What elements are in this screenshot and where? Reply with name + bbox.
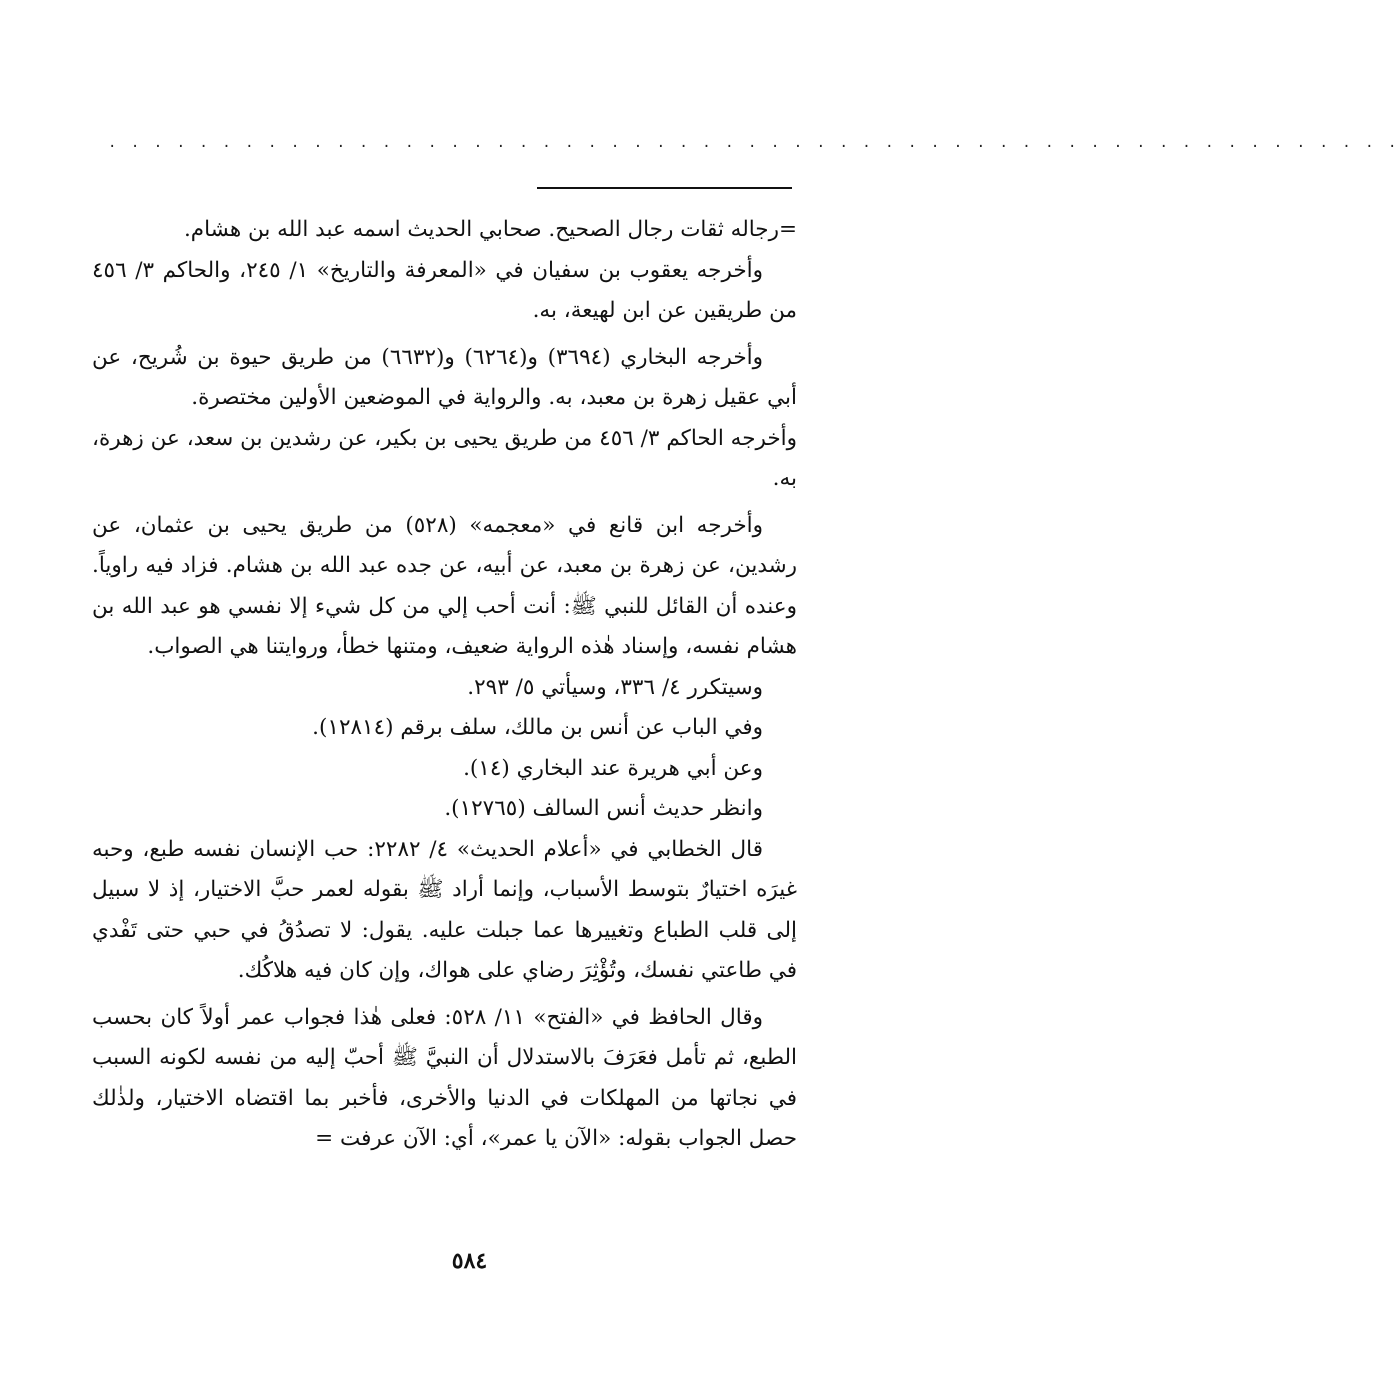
header-dotted-separator: · · · · · · · · · · · · · · · · · · · · · · · · · · · · · · · · · · · · · · · · · · · · · · · · · · · · · · · · · <box>108 139 1399 155</box>
page-number: ٥٨٤ <box>451 1248 488 1274</box>
footnote-paragraph-2: وأخرجه يعقوب بن سفيان في «المعرفة والتاريخ» ١/ ٢٤٥، والحاكم ٣/ ٤٥٦ من طريقين عن ابن لهيعة، به. <box>92 257 797 323</box>
cross-reference-line-1: وسيتكرر ٤/ ٣٣٦، وسيأتي ٥/ ٢٩٣. <box>467 674 763 700</box>
footnote-rule <box>537 187 792 189</box>
commentary-khattabi: قال الخطابي في «أعلام الحديث» ٤/ ٢٢٨٢: حب الإنسان نفسه طبع، وحبه غيرَه اختيارٌ بتوسط الأسباب، وإنما أراد ﷺ بقوله لعمر حبَّ الاختيار، إذ لا سبيل إلى قلب الطباع وتغييرها عما جبلت عليه. يقول: لا تصدُقُ في حبي حتى تَفْدي في طاعتي نفسك، وتُؤْثِرَ رضاي على هواك، وإن كان فيه هلاكُك. <box>92 836 797 983</box>
footnote-body <box>92 210 797 1160</box>
commentary-hafiz: وقال الحافظ في «الفتح» ١١/ ٥٢٨: فعلى هٰذا فجواب عمر أولاً كان بحسب الطبع، ثم تأمل فعَرَفَ بالاستدلال أن النبيَّ ﷺ أحبّ إليه من نفسه لكونه السبب في نجاتها من المهلكات في الدنيا والأخرى، فأخبر بما اقتضاه الاختيار، ولذٰلك حصل الجواب بقوله: «الآن يا عمر»، أي: الآن عرفت = <box>92 1004 797 1151</box>
cross-reference-line-4: وانظر حديث أنس السالف (١٢٧٦٥). <box>444 796 763 821</box>
footnote-paragraph-3: وأخرجه البخاري (٣٦٩٤) و(٦٢٦٤) و(٦٦٣٢) من طريق حيوة بن شُريح، عن أبي عقيل زهرة بن معبد، به. والرواية في الموضعين الأولين مختصرة. <box>92 344 797 410</box>
cross-reference-line-2: وفي الباب عن أنس بن مالك، سلف برقم (١٢٨١٤). <box>312 715 763 740</box>
cross-reference-line-3: وعن أبي هريرة عند البخاري (١٤). <box>463 755 763 781</box>
footnote-paragraph-1: =رجاله ثقات رجال الصحيح. صحابي الحديث اسمه عبد الله بن هشام. <box>183 217 797 242</box>
footnote-paragraph-4: وأخرجه الحاكم ٣/ ٤٥٦ من طريق يحيى بن بكير، عن رشدين بن سعد، عن زهرة، به. <box>92 425 798 491</box>
footnote-paragraph-5: وأخرجه ابن قانع في «معجمه» (٥٢٨) من طريق يحيى بن عثمان، عن رشدين، عن زهرة بن معبد، عن أبيه، عن جده عبد الله بن هشام. فزاد فيه راوياً. وعنده أن القائل للنبي ﷺ: أنت أحب إلي من كل شيء إلا نفسي هو عبد الله بن هشام نفسه، وإسناد هٰذه الرواية ضعيف، ومتنها خطأ، وروايتنا هي الصواب. <box>92 512 797 659</box>
